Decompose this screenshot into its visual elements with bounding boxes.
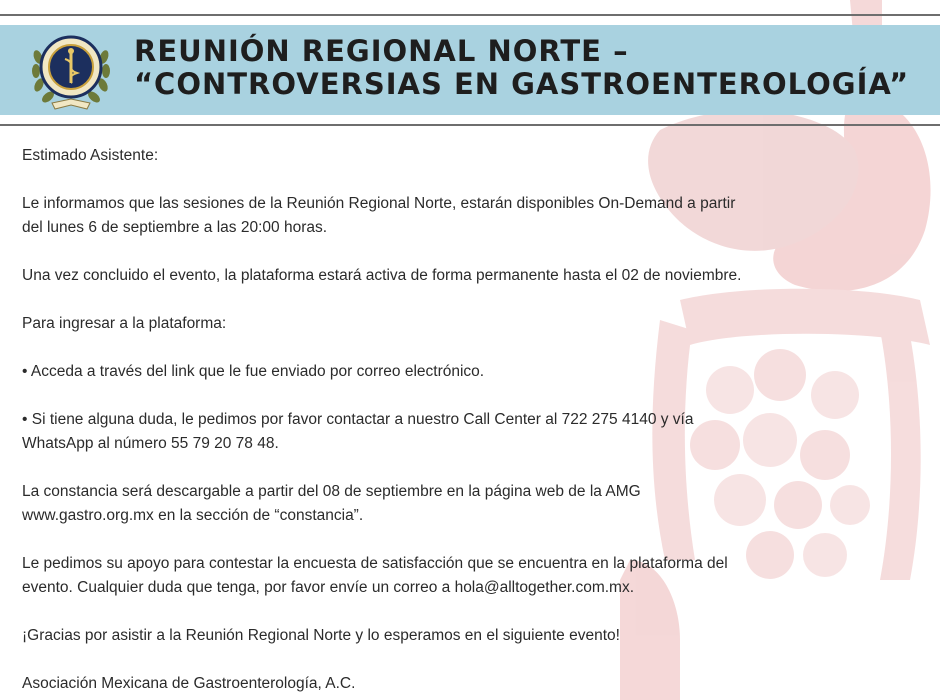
- paragraph-availability: [22, 192, 852, 240]
- paragraph-availability-line-2: del lunes 6 de septiembre a las 20:00 horas.: [22, 219, 328, 236]
- paragraph-certificate-line-2: www.gastro.org.mx en la sección de “constancia”.: [22, 507, 364, 524]
- top-divider: [0, 14, 940, 16]
- bottom-divider: [0, 124, 940, 126]
- paragraph-access-intro-text: Para ingresar a la plataforma:: [22, 315, 227, 332]
- message-body: [22, 144, 852, 696]
- title-line-1: REUNIÓN REGIONAL NORTE –: [134, 34, 629, 68]
- signature: [22, 672, 852, 696]
- list-item-link: [22, 360, 852, 384]
- greeting-text: Estimado Asistente:: [22, 147, 159, 164]
- paragraph-survey-line-1: Le pedimos su apoyo para contestar la encuesta de satisfacción que se encuentra en la plataforma del: [22, 555, 728, 572]
- signature-text: Asociación Mexicana de Gastroenterología, A.C.: [22, 675, 356, 692]
- paragraph-availability-line-1: Le informamos que las sesiones de la Reunión Regional Norte, estarán disponibles On-Demand a partir: [22, 195, 736, 212]
- paragraph-certificate-line-1: La constancia será descargable a partir del 08 de septiembre en la página web de la AMG: [22, 483, 641, 500]
- page-title: [134, 34, 910, 101]
- paragraph-platform-active: [22, 264, 852, 288]
- greeting: [22, 144, 852, 168]
- paragraph-access-intro: [22, 312, 852, 336]
- list-item-call-center-line-1: • Si tiene alguna duda, le pedimos por favor contactar a nuestro Call Center al 722 275 4140 y vía: [22, 411, 694, 428]
- list-item-link-text: • Acceda a través del link que le fue enviado por correo electrónico.: [22, 363, 485, 380]
- list-item-call-center: [22, 408, 852, 456]
- title-line-2: “CONTROVERSIAS EN GASTROENTEROLOGÍA”: [134, 67, 910, 101]
- paragraph-survey-line-2: evento. Cualquier duda que tenga, por favor envíe un correo a hola@alltogether.com.mx.: [22, 579, 635, 596]
- paragraph-thanks-text: ¡Gracias por asistir a la Reunión Regional Norte y lo esperamos en el siguiente evento!: [22, 627, 620, 644]
- paragraph-certificate: [22, 480, 852, 528]
- amg-seal-logo: [30, 27, 112, 113]
- paragraph-platform-active-text: Una vez concluido el evento, la plataforma estará activa de forma permanente hasta el 02 de noviembre.: [22, 267, 742, 284]
- paragraph-survey: [22, 552, 852, 600]
- list-item-call-center-line-2: WhatsApp al número 55 79 20 78 48.: [22, 435, 279, 452]
- paragraph-thanks: [22, 624, 852, 648]
